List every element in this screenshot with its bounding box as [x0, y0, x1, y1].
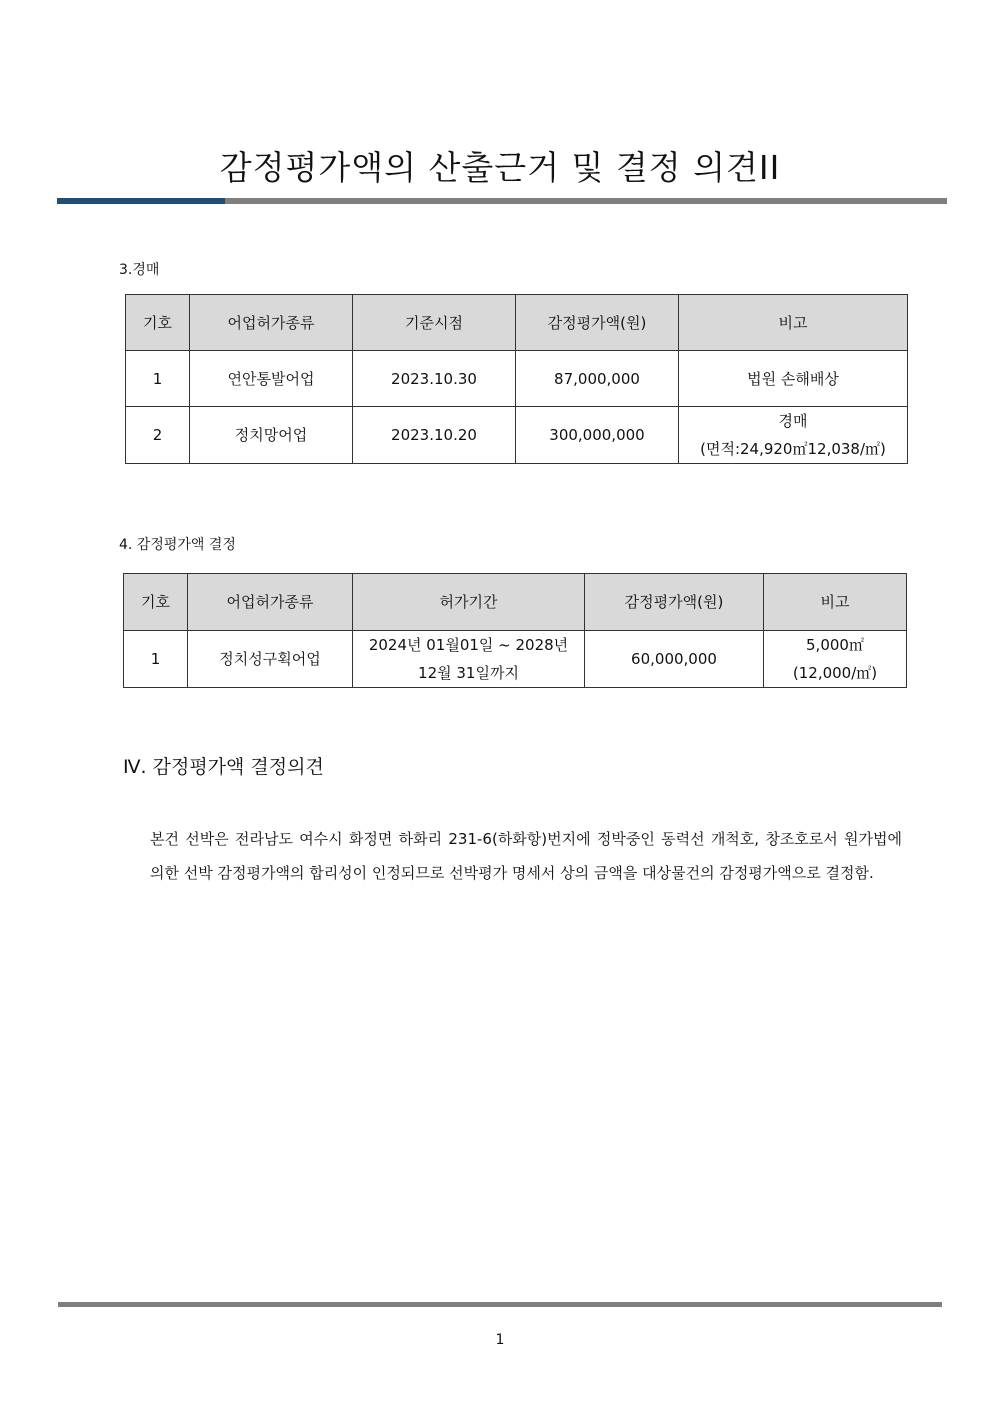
decision-table [123, 573, 907, 688]
remarks-line: 5,000㎡ [806, 636, 864, 654]
base-date: 2023.10.30 [353, 351, 516, 407]
header-cell: 비고 [679, 295, 908, 351]
period-line: 2024년 01월01일 ~ 2028년 [368, 636, 569, 654]
header-cell: 어업허가종류 [188, 574, 353, 631]
license-period [353, 631, 585, 688]
title-rule [57, 198, 947, 204]
footer-rule [58, 1302, 942, 1307]
opinion-paragraph: 본건 선박은 전라남도 여수시 화정면 하화리 231-6(하화항)번지에 정박중인 동력선 개척호, 창조호로서 원가법에 의한 선박 감정평가액의 합리성이 인정되므로 선박평가 명세서 상의 금액을 대상물건의 감정평가액으로 결정함. [150, 830, 902, 882]
header-cell: 허가기간 [353, 574, 585, 631]
period-line: 12월 31일까지 [418, 664, 519, 682]
remarks: 법원 손해배상 [679, 351, 908, 407]
table-row [126, 351, 908, 407]
remarks [679, 407, 908, 464]
row-number: 1 [126, 351, 190, 407]
header-cell: 비고 [764, 574, 907, 631]
license-type: 연안통발어업 [190, 351, 353, 407]
auction-table [125, 294, 908, 464]
title-rule-accent [57, 198, 225, 204]
appraisal-value: 300,000,000 [516, 407, 679, 464]
row-number: 2 [126, 407, 190, 464]
table-row [126, 407, 908, 464]
remarks-line: (12,000/㎡) [792, 664, 878, 682]
header-cell: 기호 [124, 574, 188, 631]
page-number: 1 [495, 1332, 505, 1348]
opinion-heading: Ⅳ. 감정평가액 결정의견 [123, 756, 324, 778]
section-3-label: 3.경매 [119, 262, 160, 278]
header-cell: 기준시점 [353, 295, 516, 351]
license-type: 정치성구획어업 [188, 631, 353, 688]
remarks-line: 경매 [778, 412, 808, 430]
appraisal-value: 60,000,000 [585, 631, 764, 688]
page-title: 감정평가액의 산출근거 및 결정 의견II [219, 148, 781, 187]
header-cell: 감정평가액(원) [516, 295, 679, 351]
remarks-line: (면적:24,920㎡12,038/㎡) [700, 440, 886, 458]
license-type: 정치망어업 [190, 407, 353, 464]
base-date: 2023.10.20 [353, 407, 516, 464]
table-row [124, 631, 907, 688]
appraisal-value: 87,000,000 [516, 351, 679, 407]
header-cell: 감정평가액(원) [585, 574, 764, 631]
table-header-row [126, 295, 908, 351]
header-cell: 기호 [126, 295, 190, 351]
table-header-row [124, 574, 907, 631]
section-4-label: 4. 감정평가액 결정 [119, 537, 236, 553]
remarks [764, 631, 907, 688]
row-number: 1 [124, 631, 188, 688]
header-cell: 어업허가종류 [190, 295, 353, 351]
